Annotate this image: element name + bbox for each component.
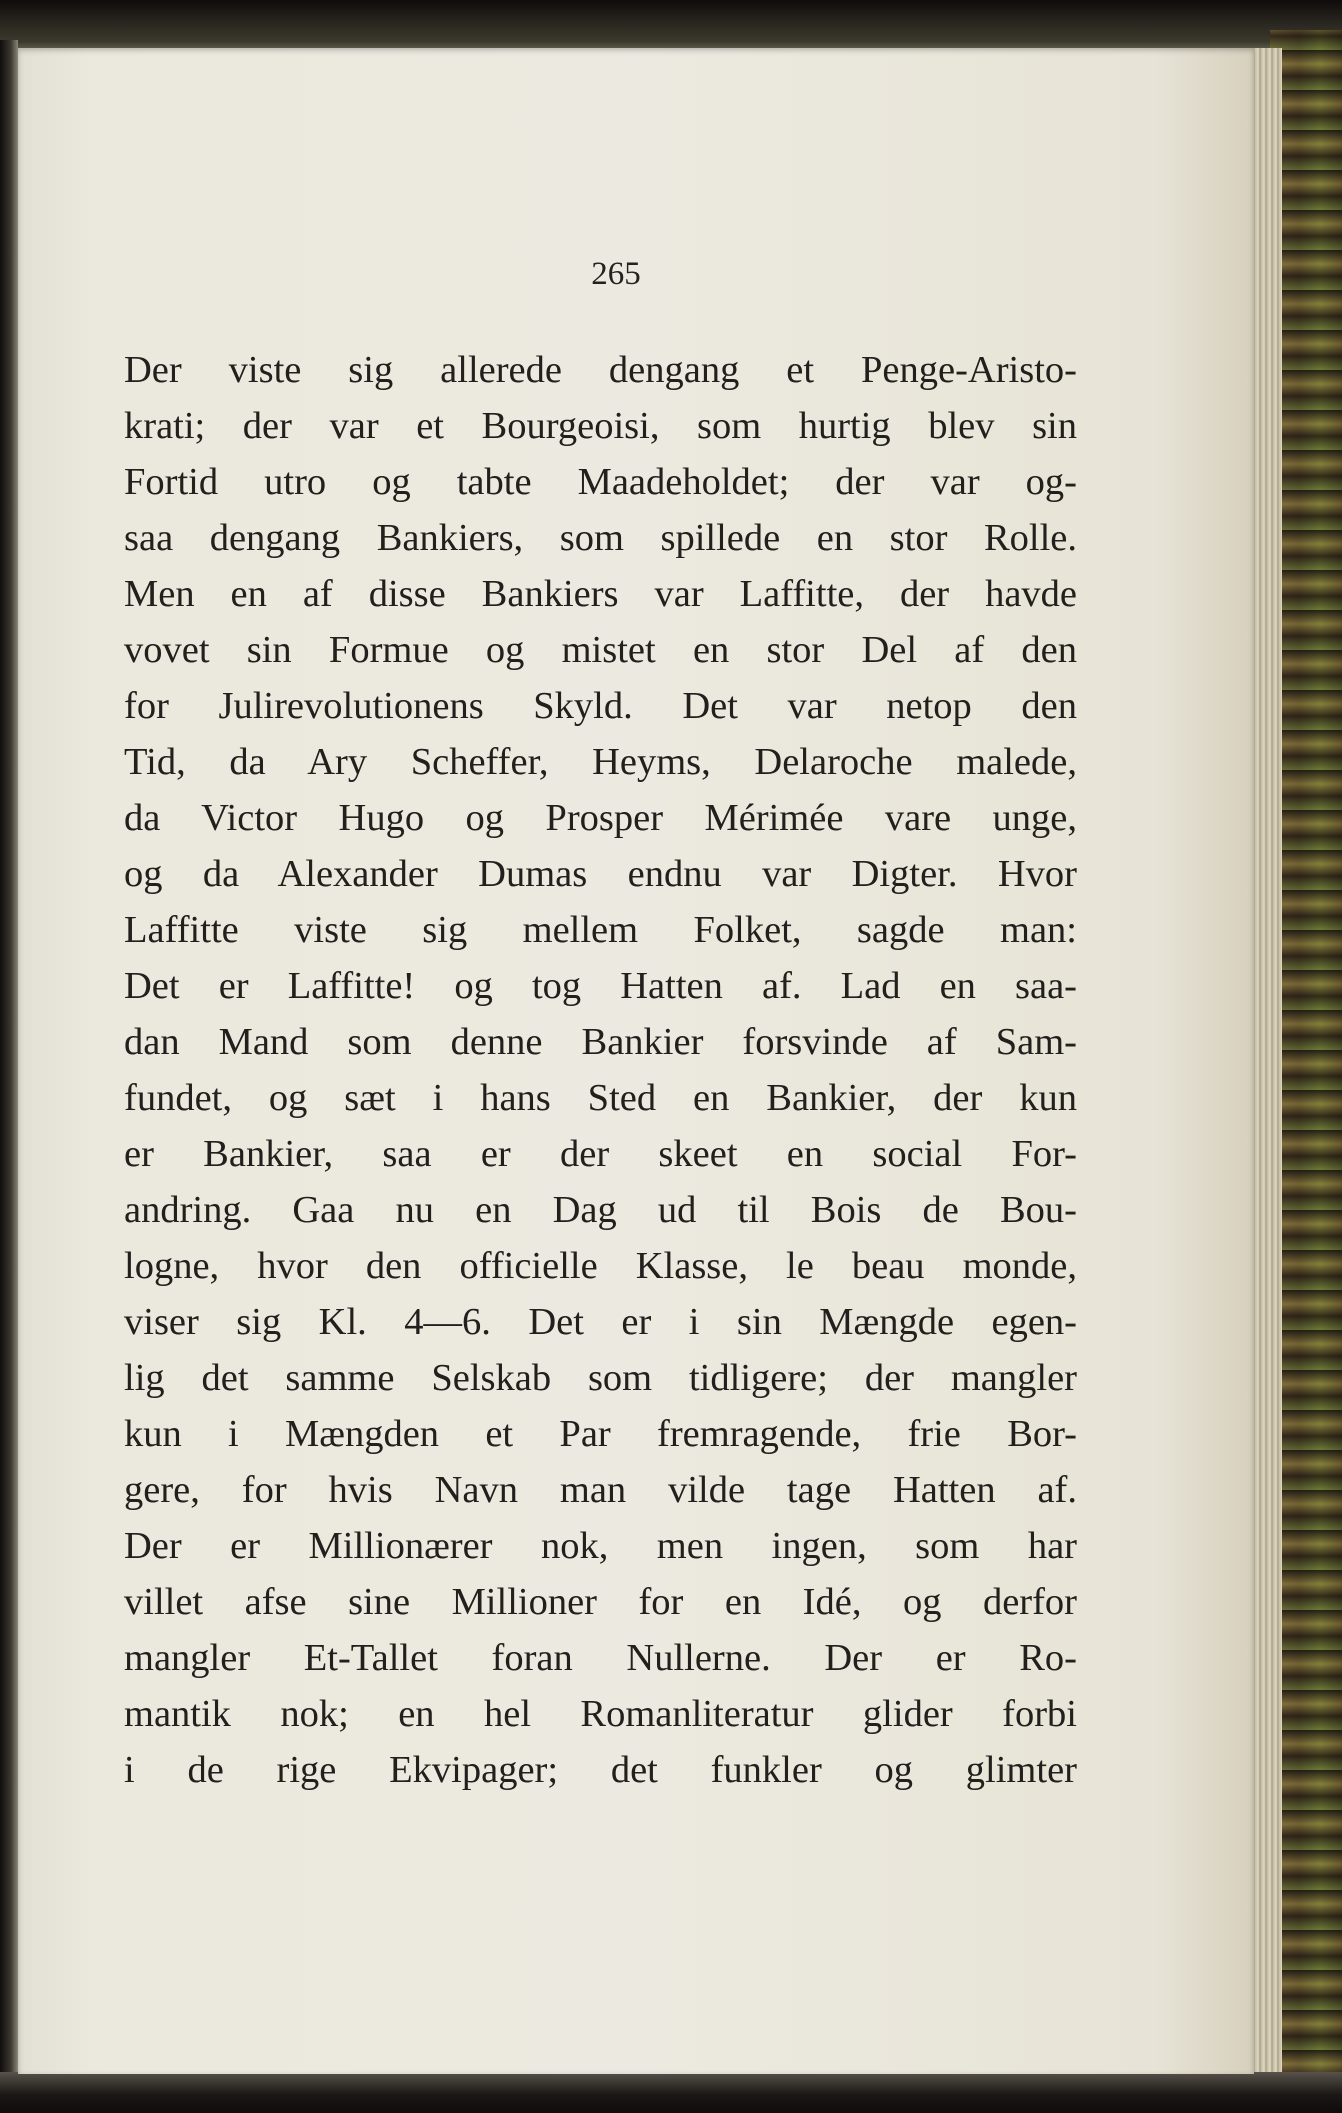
text-line: Laffitte viste sig mellem Folket, sagde man: <box>124 909 1077 951</box>
text-line: viser sig Kl. 4—6. Det er i sin Mængde egen- <box>124 1301 1077 1343</box>
text-line: villet afse sine Millioner for en Idé, og derfor <box>124 1581 1077 1623</box>
text-line: Men en af disse Bankiers var Laffitte, der havde <box>124 573 1077 615</box>
text-line: mangler Et-Tallet foran Nullerne. Der er Ro- <box>124 1637 1077 1679</box>
text-line: Der er Millionærer nok, men ingen, som har <box>124 1525 1077 1567</box>
text-line: lig det samme Selskab som tidligere; der mangler <box>124 1357 1077 1399</box>
text-line: Der viste sig allerede dengang et Penge-Aristo- <box>124 349 1077 391</box>
text-line: er Bankier, saa er der skeet en social For- <box>124 1133 1077 1175</box>
text-line: Fortid utro og tabte Maadeholdet; der var og- <box>124 461 1077 503</box>
text-line: dan Mand som denne Bankier forsvinde af Sam- <box>124 1021 1077 1063</box>
text-line: kun i Mængden et Par fremragende, frie Bor- <box>124 1413 1077 1455</box>
body-text <box>124 342 1077 1798</box>
text-line: i de rige Ekvipager; det funkler og glimter <box>124 1749 1077 1791</box>
text-line: Det er Laffitte! og tog Hatten af. Lad en saa- <box>124 965 1077 1007</box>
text-line: for Julirevolutionens Skyld. Det var netop den <box>124 685 1077 727</box>
text-line: da Victor Hugo og Prosper Mérimée vare unge, <box>124 797 1077 839</box>
text-line: mantik nok; en hel Romanliteratur glider forbi <box>124 1693 1077 1735</box>
text-line: Tid, da Ary Scheffer, Heyms, Delaroche malede, <box>124 741 1077 783</box>
page-stack-edge <box>1250 48 1282 2078</box>
text-line: og da Alexander Dumas endnu var Digter. Hvor <box>124 853 1077 895</box>
text-line: vovet sin Formue og mistet en stor Del af den <box>124 629 1077 671</box>
book-bottom-edge <box>0 2072 1342 2113</box>
text-line: saa dengang Bankiers, som spillede en stor Rolle. <box>124 517 1077 559</box>
book-left-edge <box>0 40 18 2080</box>
text-line: gere, for hvis Navn man vilde tage Hatten af. <box>124 1469 1077 1511</box>
book-top-edge <box>0 0 1342 52</box>
text-line: fundet, og sæt i hans Sted en Bankier, der kun <box>124 1077 1077 1119</box>
text-line: logne, hvor den officielle Klasse, le beau monde, <box>124 1245 1077 1287</box>
text-line: andring. Gaa nu en Dag ud til Bois de Bou- <box>124 1189 1077 1231</box>
page-sheet <box>18 48 1254 2074</box>
text-line: krati; der var et Bourgeoisi, som hurtig blev sin <box>124 405 1077 447</box>
page-number: 265 <box>591 256 641 292</box>
